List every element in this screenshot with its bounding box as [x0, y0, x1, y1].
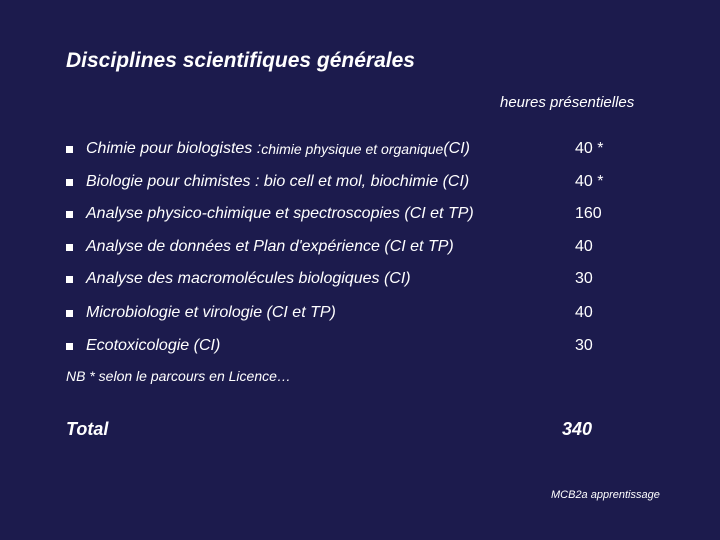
- bullet-icon: [66, 343, 73, 350]
- course-label: Biologie pour chimistes : bio cell et mol, biochimie (CI): [86, 173, 470, 190]
- course-hours: 160: [575, 205, 602, 222]
- bullet-icon: [66, 211, 73, 218]
- course-item: [66, 335, 220, 357]
- total-value: 340: [562, 419, 593, 439]
- course-hours: 40 *: [575, 140, 604, 157]
- bullet-icon: [66, 146, 73, 153]
- total-label: Total: [66, 419, 109, 439]
- course-hours: 40: [575, 304, 593, 321]
- slide-title: Disciplines scientifiques générales: [66, 49, 415, 72]
- course-detail: chimie physique et organique: [261, 141, 444, 157]
- course-item: [66, 302, 336, 324]
- bullet-icon: [66, 276, 73, 283]
- course-label: Ecotoxicologie (CI): [86, 337, 221, 354]
- footnote: NB * selon le parcours en Licence…: [66, 368, 291, 384]
- course-hours: 40: [575, 238, 593, 255]
- bullet-icon: [66, 310, 73, 317]
- course-label: Chimie pour biologistes :: [86, 140, 262, 157]
- bullet-icon: [66, 179, 73, 186]
- course-hours: 30: [575, 270, 593, 287]
- course-suffix: (CI): [443, 140, 470, 157]
- course-item: [66, 268, 411, 290]
- course-item: [66, 171, 469, 193]
- course-item: [66, 236, 454, 258]
- course-item: [66, 138, 470, 160]
- bullet-icon: [66, 244, 73, 251]
- course-hours: 30: [575, 337, 593, 354]
- hours-column-header: heures présentielles: [500, 94, 635, 111]
- footer-text: MCB2a apprentissage: [551, 489, 660, 501]
- course-label: Analyse des macromolécules biologiques (CI): [86, 270, 411, 287]
- course-item: [66, 203, 474, 225]
- course-label: Analyse de données et Plan d'expérience (CI et TP): [86, 238, 454, 255]
- course-hours: 40 *: [575, 173, 604, 190]
- course-label: Analyse physico-chimique et spectroscopies (CI et TP): [86, 205, 474, 222]
- course-label: Microbiologie et virologie (CI et TP): [86, 304, 336, 321]
